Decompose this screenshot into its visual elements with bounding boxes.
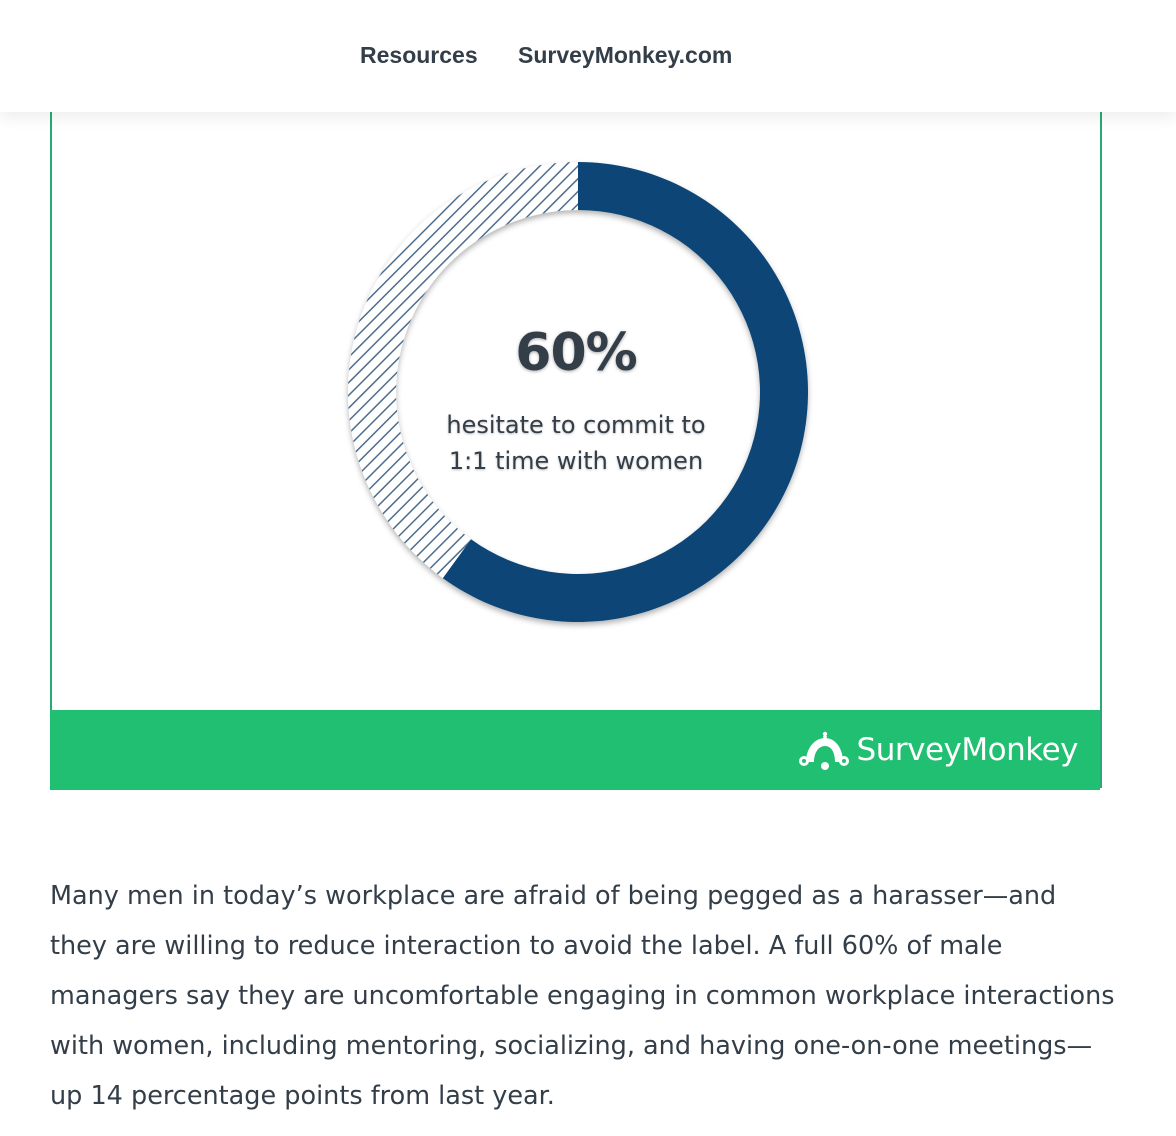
stat-percentage: 60% xyxy=(515,323,637,383)
donut-segment-hesitate xyxy=(443,162,808,622)
stat-caption-line-2: 1:1 time with women xyxy=(448,447,704,475)
stat-caption-line-1: hesitate to commit to xyxy=(446,411,706,439)
monkey-logo-icon xyxy=(799,728,849,772)
surveymonkey-logo xyxy=(799,726,1078,774)
brand-name: SurveyMonkey xyxy=(856,732,1078,768)
infographic-image xyxy=(50,80,1102,788)
article-paragraph: Many men in today’s workplace are afraid of being pegged as a harasser—and they are willing to reduce interaction to avoid the label. A full 60% of male managers say they are uncomfortable engaging in common workplace interactions with women, including mentoring, socializing, and having one-on-one meetings—up 14 percentage points from last year. xyxy=(50,881,1115,1111)
nav-link-resources[interactable]: Resources xyxy=(360,42,478,68)
top-navigation xyxy=(0,0,1176,112)
nav-link-surveymonkey[interactable]: SurveyMonkey.com xyxy=(518,42,733,68)
brand-footer-bar xyxy=(50,710,1100,790)
stat-caption xyxy=(52,407,1100,479)
